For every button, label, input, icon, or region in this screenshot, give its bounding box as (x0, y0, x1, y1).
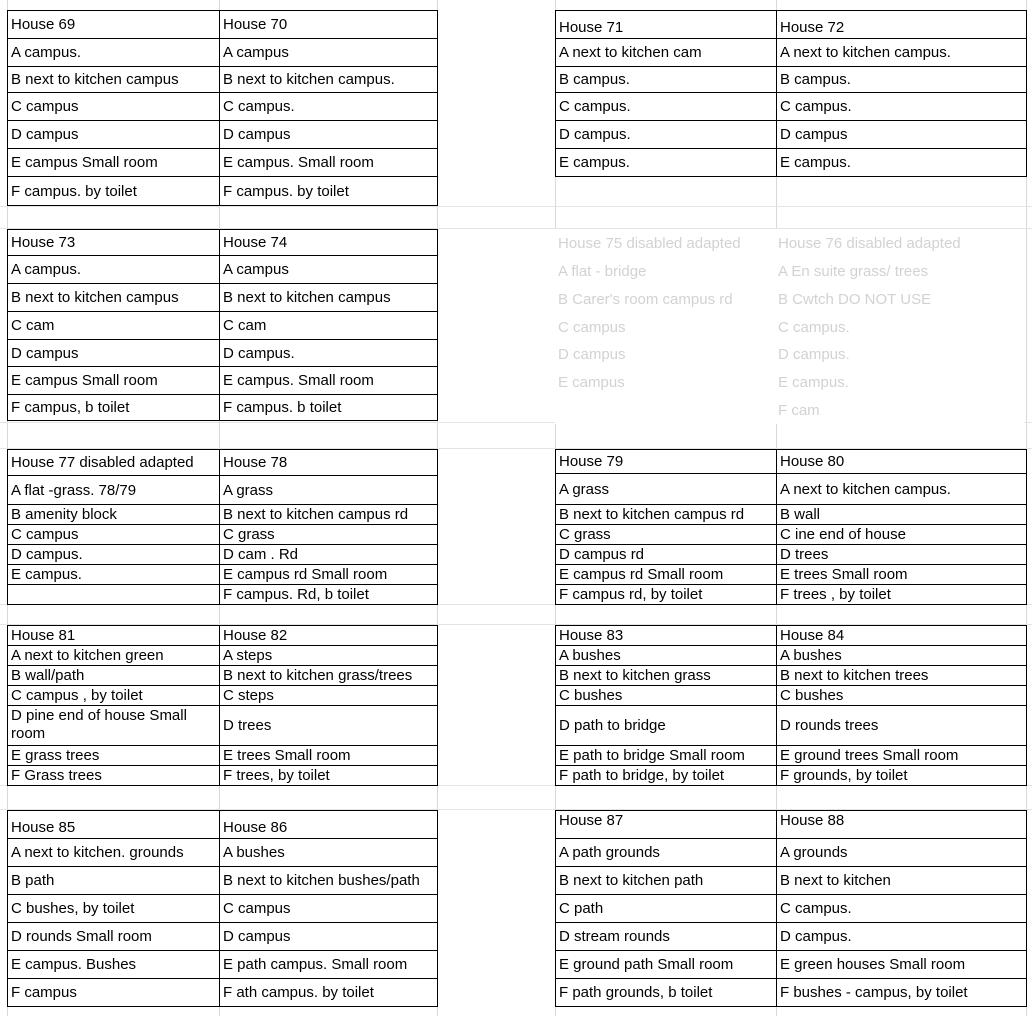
table-cell[interactable]: D trees (220, 706, 438, 746)
table-cell[interactable]: B next to kitchen campus (220, 284, 438, 312)
table-cell[interactable]: D campus (558, 346, 626, 363)
table-cell[interactable]: F campus (8, 979, 220, 1007)
table-cell[interactable]: B Carer's room campus rd (558, 290, 733, 308)
table-cell[interactable]: A flat -grass. 78/79 (8, 476, 220, 505)
table-cell[interactable]: F cam (778, 401, 820, 419)
table-cell[interactable]: A bushes (220, 839, 438, 867)
house-81-82-table (7, 625, 438, 786)
house-71-header[interactable]: House 71 (556, 11, 777, 39)
house-84-header[interactable]: House 84 (777, 626, 1027, 646)
table-cell[interactable]: B next to kitchen path (556, 867, 777, 895)
table-cell[interactable]: B campus. (556, 67, 777, 93)
table-cell[interactable]: F path to bridge, by toilet (556, 766, 777, 786)
house-70-header[interactable]: House 70 (220, 11, 438, 39)
table-cell[interactable]: D trees (777, 545, 1027, 565)
table-cell[interactable]: C campus. (220, 93, 438, 121)
table-cell[interactable]: E campus (558, 373, 625, 391)
table-cell[interactable]: B next to kitchen campus (8, 284, 220, 312)
table-cell[interactable]: A next to kitchen. grounds (8, 839, 220, 867)
house-86-header[interactable]: House 86 (220, 811, 438, 839)
table-cell[interactable]: E campus. Small room (220, 367, 438, 395)
table-cell[interactable]: C grass (556, 525, 777, 545)
house-73-74-table (7, 229, 438, 421)
table-cell[interactable]: B next to kitchen (777, 867, 1027, 895)
table-cell[interactable]: D campus. (556, 121, 777, 149)
table-cell[interactable]: E path to bridge Small room (556, 746, 777, 766)
table-cell-empty[interactable] (8, 585, 220, 605)
house-73-header[interactable]: House 73 (8, 230, 220, 256)
table-cell[interactable]: A next to kitchen campus. (777, 474, 1027, 505)
table-cell[interactable]: A next to kitchen cam (556, 39, 777, 67)
table-cell[interactable]: A flat - bridge (558, 262, 647, 280)
table-cell[interactable]: E campus rd Small room (220, 565, 438, 585)
table-cell[interactable]: D campus. (778, 346, 850, 363)
table-cell[interactable]: E campus. (778, 373, 849, 391)
house-77-78-table (7, 449, 438, 605)
table-cell[interactable]: F campus rd, by toilet (556, 585, 777, 605)
table-cell[interactable]: B next to kitchen grass/trees (220, 666, 438, 686)
table-cell[interactable]: B next to kitchen bushes/path (220, 867, 438, 895)
table-cell[interactable]: C campus (558, 318, 626, 336)
table-cell[interactable]: B next to kitchen campus. (220, 67, 438, 93)
table-cell[interactable]: F trees, by toilet (220, 766, 438, 786)
house-81-header[interactable]: House 81 (8, 626, 220, 646)
table-cell[interactable]: B wall (777, 505, 1027, 525)
table-cell[interactable]: B next to kitchen campus rd (556, 505, 777, 525)
house-78-header[interactable]: House 78 (220, 450, 438, 476)
house-72-header[interactable]: House 72 (777, 11, 1027, 39)
table-cell[interactable]: D campus (777, 121, 1027, 149)
table-cell[interactable]: D campus. (8, 545, 220, 565)
table-cell[interactable]: B wall/path (8, 666, 220, 686)
table-cell[interactable]: A next to kitchen campus. (777, 39, 1027, 67)
table-cell[interactable]: E campus. (556, 149, 777, 177)
house-76-header[interactable]: House 76 disabled adapted (778, 234, 961, 252)
table-cell[interactable]: C campus. (778, 318, 850, 336)
table-cell[interactable]: F Grass trees (8, 766, 220, 786)
house-79-80-table (555, 449, 1027, 605)
table-cell[interactable]: E campus rd Small room (556, 565, 777, 585)
table-cell[interactable]: A path grounds (556, 839, 777, 867)
house-83-84-table (555, 625, 1027, 786)
table-cell[interactable]: D stream rounds (556, 923, 777, 951)
house-71-72-table (555, 10, 1027, 177)
table-cell[interactable]: E ground path Small room (556, 951, 777, 979)
house-87-88-table (555, 810, 1027, 1007)
table-cell[interactable]: B next to kitchen trees (777, 666, 1027, 686)
house-69-header[interactable]: House 69 (8, 11, 220, 39)
table-cell[interactable]: D campus (220, 121, 438, 149)
table-cell[interactable]: A En suite grass/ trees (778, 262, 929, 280)
table-cell[interactable]: D campus (8, 340, 220, 367)
house-85-86-table (7, 810, 438, 1007)
table-cell[interactable]: E path campus. Small room (220, 951, 438, 979)
table-cell[interactable]: F bushes - campus, by toilet (777, 979, 1027, 1007)
table-cell[interactable]: A campus (220, 39, 438, 67)
table-cell[interactable]: E campus. Small room (220, 149, 438, 177)
table-cell[interactable]: E ground trees Small room (777, 746, 1027, 766)
table-cell[interactable]: C path (556, 895, 777, 923)
table-cell[interactable]: F trees , by toilet (777, 585, 1027, 605)
table-cell[interactable]: D campus. (220, 340, 438, 367)
table-cell[interactable]: B amenity block (8, 505, 220, 525)
table-cell[interactable]: C ine end of house (777, 525, 1027, 545)
table-cell[interactable]: A next to kitchen green (8, 646, 220, 666)
table-cell[interactable]: C campus , by toilet (8, 686, 220, 706)
table-cell[interactable]: E campus. (8, 565, 220, 585)
table-cell[interactable]: B next to kitchen grass (556, 666, 777, 686)
table-cell[interactable]: D rounds Small room (8, 923, 220, 951)
house-75-76-table-faded (555, 229, 1024, 424)
table-cell[interactable]: D path to bridge (556, 706, 777, 746)
house-69-70-table (7, 10, 438, 206)
table-cell[interactable]: B next to kitchen campus rd (220, 505, 438, 525)
table-cell[interactable]: B campus. (777, 67, 1027, 93)
table-cell[interactable]: D rounds trees (777, 706, 1027, 746)
house-77-header[interactable]: House 77 disabled adapted (8, 450, 220, 476)
house-75-header[interactable]: House 75 disabled adapted (558, 234, 741, 252)
table-cell[interactable]: C bushes (556, 686, 777, 706)
table-cell[interactable]: E campus. Bushes (8, 951, 220, 979)
table-cell[interactable]: E trees Small room (777, 565, 1027, 585)
table-cell[interactable]: C cam (8, 312, 220, 340)
table-cell[interactable]: D campus (220, 923, 438, 951)
table-cell[interactable]: E trees Small room (220, 746, 438, 766)
table-cell[interactable]: D campus. (777, 923, 1027, 951)
table-cell[interactable]: A grass (220, 476, 438, 505)
table-cell[interactable]: C campus. (777, 93, 1027, 121)
table-cell[interactable]: A campus. (8, 39, 220, 67)
table-cell[interactable]: C campus. (556, 93, 777, 121)
table-cell[interactable]: E green houses Small room (777, 951, 1027, 979)
house-74-header[interactable]: House 74 (220, 230, 438, 256)
house-79-header[interactable]: House 79 (556, 450, 777, 474)
table-cell[interactable]: A grass (556, 474, 777, 505)
table-cell[interactable]: A steps (220, 646, 438, 666)
table-cell[interactable]: F grounds, by toilet (777, 766, 1027, 786)
house-80-header[interactable]: House 80 (777, 450, 1027, 474)
table-cell[interactable]: F ath campus. by toilet (220, 979, 438, 1007)
table-cell[interactable]: A campus (220, 256, 438, 284)
table-cell[interactable]: C cam (220, 312, 438, 340)
table-cell[interactable]: F path grounds, b toilet (556, 979, 777, 1007)
house-88-header[interactable]: House 88 (777, 811, 1027, 839)
house-83-header[interactable]: House 83 (556, 626, 777, 646)
table-cell[interactable]: B next to kitchen campus (8, 67, 220, 93)
table-cell[interactable]: C grass (220, 525, 438, 545)
house-85-header[interactable]: House 85 (8, 811, 220, 839)
table-cell[interactable]: C steps (220, 686, 438, 706)
table-cell[interactable]: E campus Small room (8, 149, 220, 177)
house-82-header[interactable]: House 82 (220, 626, 438, 646)
table-cell[interactable]: C campus. (777, 895, 1027, 923)
table-cell[interactable]: F campus. b toilet (220, 395, 438, 421)
table-cell[interactable]: A bushes (777, 646, 1027, 666)
table-cell[interactable]: B Cwtch DO NOT USE (778, 290, 932, 308)
table-cell[interactable]: A campus. (8, 256, 220, 284)
table-cell[interactable]: C bushes (777, 686, 1027, 706)
table-cell[interactable]: D cam . Rd (220, 545, 438, 565)
table-cell[interactable]: A grounds (777, 839, 1027, 867)
table-cell[interactable]: F campus, b toilet (8, 395, 220, 421)
table-cell[interactable]: F campus. Rd, b toilet (220, 585, 438, 605)
table-cell[interactable]: A bushes (556, 646, 777, 666)
table-cell[interactable]: E grass trees (8, 746, 220, 766)
table-cell[interactable]: B path (8, 867, 220, 895)
table-cell[interactable]: F campus. by toilet (220, 177, 438, 206)
table-cell[interactable]: C bushes, by toilet (8, 895, 220, 923)
table-cell[interactable]: C campus (8, 525, 220, 545)
table-cell[interactable]: E campus Small room (8, 367, 220, 395)
house-87-header[interactable]: House 87 (556, 811, 777, 839)
table-cell[interactable]: F campus. by toilet (8, 177, 220, 206)
table-cell[interactable] (555, 396, 775, 424)
table-cell[interactable]: E campus. (777, 149, 1027, 177)
table-cell[interactable]: D campus rd (556, 545, 777, 565)
table-cell[interactable]: D campus (8, 121, 220, 149)
table-cell[interactable]: C campus (220, 895, 438, 923)
table-cell[interactable]: C campus (8, 93, 220, 121)
table-cell[interactable]: D pine end of house Small room (8, 706, 220, 746)
